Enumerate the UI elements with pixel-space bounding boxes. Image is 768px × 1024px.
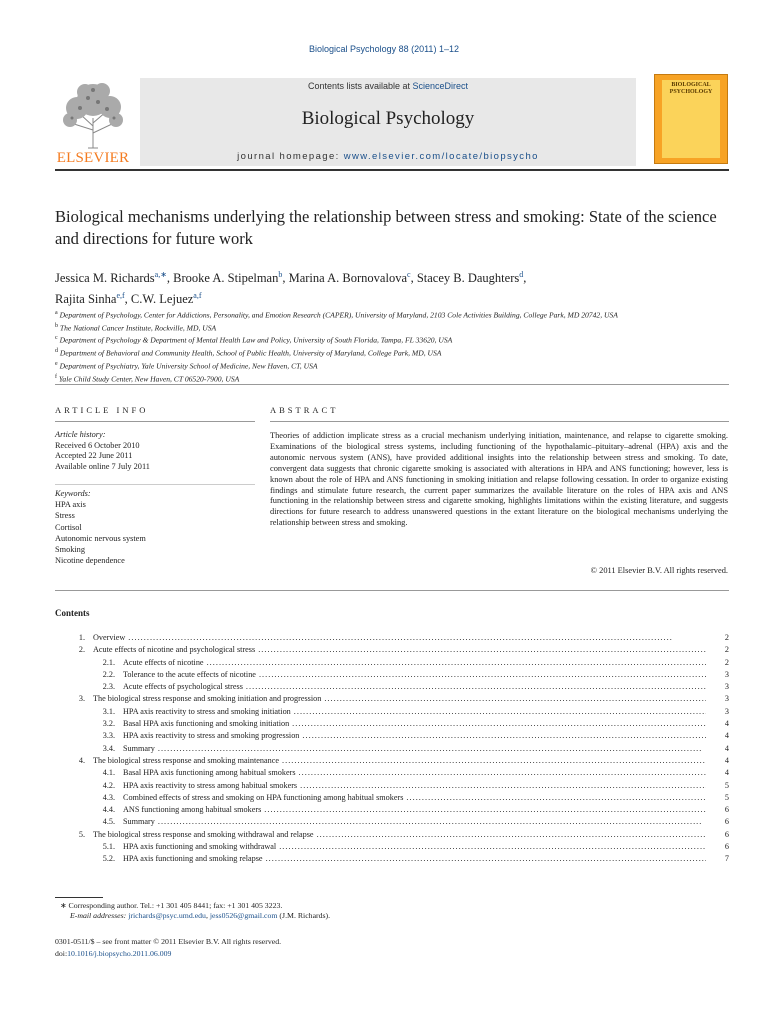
toc-entry[interactable] (55, 718, 729, 730)
author-affil-marker[interactable]: d (519, 270, 524, 279)
toc-page-number: 4 (724, 768, 729, 778)
toc-leader-dots (294, 706, 706, 718)
issn-block (55, 936, 455, 959)
toc-number: 3.3. (102, 731, 115, 741)
email-suffix: (J.M. Richards). (277, 911, 331, 921)
author-list (55, 266, 735, 308)
journal-homepage (140, 151, 636, 162)
email-sep: , (205, 911, 210, 921)
toc-number: 2.2. (102, 669, 115, 679)
table-of-contents (55, 632, 729, 866)
toc-page-number: 6 (724, 805, 729, 815)
author-name: C.W. Lejuez (130, 292, 194, 307)
toc-title: The biological stress response and smoking withdrawal and relapse (93, 829, 314, 839)
toc-title: HPA axis reactivity to stress and smoking initiation (123, 706, 291, 716)
affiliation (55, 372, 735, 385)
online-date: Available online 7 July 2011 (55, 461, 150, 471)
toc-number: 3.4. (102, 743, 115, 753)
footnote (60, 901, 720, 921)
toc-entry[interactable] (55, 829, 729, 841)
keyword: Cortisol (55, 522, 82, 532)
journal-title: Biological Psychology (301, 108, 475, 129)
toc-title: Acute effects of nicotine and psychological stress (93, 645, 256, 655)
toc-entry[interactable] (55, 755, 729, 767)
toc-number: 1. (78, 633, 85, 642)
author-separator: , (166, 271, 174, 286)
toc-entry[interactable] (55, 669, 729, 681)
toc-entry[interactable] (55, 780, 729, 792)
footnote-divider (55, 897, 103, 898)
accepted-date: Accepted 22 June 2011 (55, 451, 133, 460)
toc-number: 4.5. (102, 817, 115, 827)
author-name: Jessica M. Richards (55, 271, 155, 286)
affiliation-list (55, 308, 735, 384)
toc-leader-dots (158, 743, 706, 755)
divider (55, 421, 255, 422)
abstract-heading: ABSTRACT (270, 405, 339, 415)
toc-page-number: 2 (724, 657, 729, 667)
toc-leader-dots (406, 792, 706, 804)
affiliation-text: Department of Psychology & Department of Mental Health Law and Policy, University of South Florida, Tampa, FL 33620, USA (59, 336, 453, 345)
toc-number: 5.1. (102, 842, 115, 852)
email-link-2[interactable]: jess0526@gmail.com (209, 911, 278, 921)
affiliation-text: The National Cancer Institute, Rockville, MD, USA (59, 323, 217, 333)
author-affil-marker[interactable]: a,f (193, 291, 202, 301)
toc-leader-dots (158, 816, 706, 828)
affiliation-marker: c (55, 335, 58, 342)
toc-entry[interactable] (55, 693, 729, 705)
email-label: E-mail addresses: (70, 911, 127, 921)
author (173, 271, 288, 285)
header-divider (55, 169, 729, 171)
contents-available (140, 81, 636, 91)
toc-leader-dots (258, 644, 706, 656)
homepage-link[interactable]: www.elsevier.com/locate/biopsycho (343, 151, 539, 162)
toc-leader-dots (282, 755, 706, 767)
divider (55, 384, 729, 385)
author (55, 271, 173, 285)
sciencedirect-link[interactable]: ScienceDirect (412, 81, 469, 91)
author (131, 292, 202, 306)
keyword: Autonomic nervous system (55, 533, 146, 543)
doi-label: doi: (55, 948, 68, 958)
toc-leader-dots (266, 853, 706, 865)
toc-title: The biological stress response and smoking initiation and progression (93, 694, 322, 704)
toc-page-number: 3 (724, 694, 729, 704)
toc-title: ANS functioning among habitual smokers (123, 805, 262, 815)
footnote-symbol: ∗ (60, 901, 67, 910)
toc-entry[interactable] (55, 816, 729, 828)
toc-page-number: 7 (724, 854, 729, 864)
toc-entry[interactable] (55, 804, 729, 816)
author-separator: , (410, 271, 417, 286)
toc-title: Summary (123, 817, 155, 827)
toc-number: 3. (78, 694, 85, 704)
toc-number: 4.3. (102, 792, 115, 802)
affiliation-marker: f (55, 373, 57, 380)
author (417, 271, 527, 285)
keywords (55, 488, 255, 566)
toc-title: Combined effects of stress and smoking on HPA functioning among habitual smokers (123, 792, 404, 802)
divider (270, 421, 729, 422)
affiliation (55, 359, 735, 372)
toc-leader-dots (264, 804, 706, 816)
keywords-label: Keywords: (55, 489, 91, 498)
homepage-prefix: journal homepage: (237, 151, 344, 162)
author-affil-marker[interactable]: a,∗ (154, 270, 167, 279)
toc-entry[interactable] (55, 792, 729, 804)
toc-leader-dots (246, 681, 706, 693)
affiliation-marker: d (55, 348, 58, 355)
affiliation-marker: e (55, 360, 58, 367)
toc-leader-dots (324, 693, 706, 705)
affiliation (55, 308, 735, 321)
toc-page-number: 2 (724, 633, 729, 642)
toc-number: 4.1. (102, 768, 115, 778)
toc-page-number: 3 (724, 669, 729, 679)
toc-number: 4.2. (102, 780, 115, 790)
toc-entry[interactable] (55, 681, 729, 693)
toc-leader-dots (299, 767, 706, 779)
journal-reference[interactable]: Biological Psychology 88 (2011) 1–12 (309, 44, 459, 54)
toc-page-number: 6 (724, 842, 729, 852)
toc-title: The biological stress response and smoking maintenance (93, 755, 279, 765)
toc-page-number: 5 (724, 792, 729, 802)
copyright: © 2011 Elsevier B.V. All rights reserved. (590, 566, 728, 575)
toc-entry[interactable] (55, 706, 729, 718)
toc-page-number: 5 (724, 780, 729, 790)
toc-page-number: 3 (724, 706, 729, 716)
toc-entry[interactable] (55, 657, 729, 669)
author (289, 271, 417, 285)
toc-title: Basal HPA axis functioning among habitual smokers (123, 768, 296, 778)
issn-line: 0301-0511/$ – see front matter © 2011 Elsevier B.V. All rights reserved. (55, 937, 282, 946)
received-date: Received 6 October 2010 (55, 440, 140, 450)
affiliation-text: Department of Psychiatry, Yale University School of Medicine, New Haven, CT, USA (59, 361, 318, 371)
contents-prefix: Contents lists available at (307, 81, 413, 91)
toc-title: HPA axis functioning and smoking withdrawal (123, 842, 277, 852)
divider (55, 590, 729, 591)
author-separator: , (124, 292, 131, 307)
toc-number: 5.2. (102, 854, 115, 864)
keyword-list (55, 499, 255, 566)
corresponding-author: Corresponding author. Tel.: +1 301 405 8441; fax: +1 301 405 3223. (68, 901, 283, 910)
toc-title: Acute effects of psychological stress (123, 682, 243, 692)
toc-number: 5. (78, 829, 85, 839)
author-affil-marker[interactable]: b (278, 270, 283, 279)
author-separator: , (523, 271, 527, 286)
affiliation-marker: a (55, 310, 58, 316)
author-affil-marker[interactable]: e,f (116, 291, 125, 301)
toc-leader-dots (302, 730, 706, 742)
toc-leader-dots (317, 829, 706, 841)
toc-page-number: 4 (724, 743, 729, 753)
toc-number: 3.1. (102, 706, 115, 716)
toc-page-number: 3 (724, 682, 729, 692)
toc-leader-dots (207, 657, 706, 669)
toc-title: Acute effects of nicotine (123, 657, 204, 667)
toc-page-number: 4 (724, 719, 729, 729)
affiliation-marker: b (55, 322, 58, 329)
toc-number: 2. (78, 645, 85, 655)
journal-cover-title: BIOLOGICAL PSYCHOLOGY (669, 82, 713, 95)
toc-title: HPA axis reactivity to stress and smoking progression (123, 731, 300, 741)
author-name: Rajita Sinha (55, 292, 117, 307)
toc-number: 4. (78, 755, 85, 765)
author-name: Marina A. Bornovalova (288, 271, 407, 286)
toc-entry[interactable] (55, 743, 729, 755)
toc-number: 3.2. (102, 719, 115, 729)
toc-title: HPA axis reactivity to stress among habitual smokers (123, 780, 298, 790)
toc-title: HPA axis functioning and smoking relapse (123, 854, 263, 864)
elsevier-wordmark: ELSEVIER (56, 150, 130, 166)
toc-page-number: 6 (724, 829, 729, 839)
contents-heading: Contents (55, 608, 90, 618)
toc-entry[interactable] (55, 644, 729, 656)
keyword: Smoking (55, 545, 85, 555)
toc-title: Tolerance to the acute effects of nicotine (123, 669, 256, 679)
toc-entry[interactable] (55, 632, 729, 644)
toc-number: 2.3. (102, 682, 115, 692)
toc-leader-dots (300, 780, 706, 792)
toc-number: 4.4. (102, 805, 115, 815)
keyword: Stress (55, 511, 75, 521)
divider (55, 484, 255, 485)
toc-leader-dots (279, 841, 706, 853)
affiliation-text: Department of Behavioral and Community Health, School of Public Health, University of Maryland, College Park, MD, USA (59, 348, 442, 358)
affiliation-text: Yale Child Study Center, New Haven, CT 06520-7900, USA (58, 374, 240, 384)
affiliation (55, 333, 735, 346)
toc-page-number: 2 (724, 645, 729, 655)
author-separator: , (282, 271, 289, 286)
toc-entry[interactable] (55, 767, 729, 779)
history-label: Article history: (55, 430, 106, 439)
toc-title: Basal HPA axis functioning and smoking initiation (123, 719, 290, 729)
toc-title: Summary (123, 743, 155, 753)
author-name: Stacey B. Daughters (416, 271, 520, 286)
toc-page-number: 4 (724, 755, 729, 765)
author (55, 292, 131, 306)
toc-leader-dots (128, 632, 706, 644)
toc-entry[interactable] (55, 841, 729, 853)
email-link-1[interactable]: jrichards@psyc.umd.edu (128, 911, 206, 921)
affiliation-text: Department of Psychology, Center for Addictions, Personality, and Emotion Research (CAPER), University of Maryland, 2103 Cole Activities Building, College Park, MD 20742, USA (59, 310, 618, 320)
article-info-heading: ARTICLE INFO (55, 405, 149, 415)
doi-link[interactable]: 10.1016/j.biopsycho.2011.06.009 (67, 948, 172, 958)
toc-entry[interactable] (55, 853, 729, 865)
keyword: HPA axis (55, 500, 86, 510)
toc-entry[interactable] (55, 730, 729, 742)
article-history (55, 430, 255, 472)
author-name: Brooke A. Stipelman (173, 271, 279, 286)
abstract-text: Theories of addiction implicate stress as a crucial mechanism underlying initiation, maintenance, and relapse to cigarette smoking. Examinations of the biological stress systems, including functioning of the hypothalamic–pituitary–adrenal (HPA) axis and the autonomic nervous system (ANS), have provided additional insights into the relationship between stress and smoking. To date, convergent data suggests that chronic cigarette smoking is associated with alterations in HPA and ANS functioning; however, less is known about the role of HPA and ANS functioning in smoking initiation and relapse following cessation. In order to organize existing findings and stimulate future research, the current paper summarizes the available literature on the roles of HPA axis and ANS functioning in the relationship between stress and cigarette smoking, highlights limitations within the existing literature, and suggests directions for future research to address unanswered questions in the extant literature on the biological mechanisms underlying the relationship between stress and smoking. (270, 431, 728, 528)
toc-number: 2.1. (102, 657, 115, 667)
toc-title: Overview (93, 633, 126, 642)
keyword: Nicotine dependence (55, 556, 125, 566)
paper-title: Biological mechanisms underlying the relationship between stress and smoking: State of the science and directions for future work (55, 207, 717, 248)
toc-page-number: 4 (724, 731, 729, 741)
affiliation (55, 321, 735, 334)
toc-page-number: 6 (724, 817, 729, 827)
affiliation (55, 346, 735, 359)
toc-leader-dots (259, 669, 706, 681)
toc-leader-dots (292, 718, 706, 730)
author-affil-marker[interactable]: c (407, 270, 411, 279)
